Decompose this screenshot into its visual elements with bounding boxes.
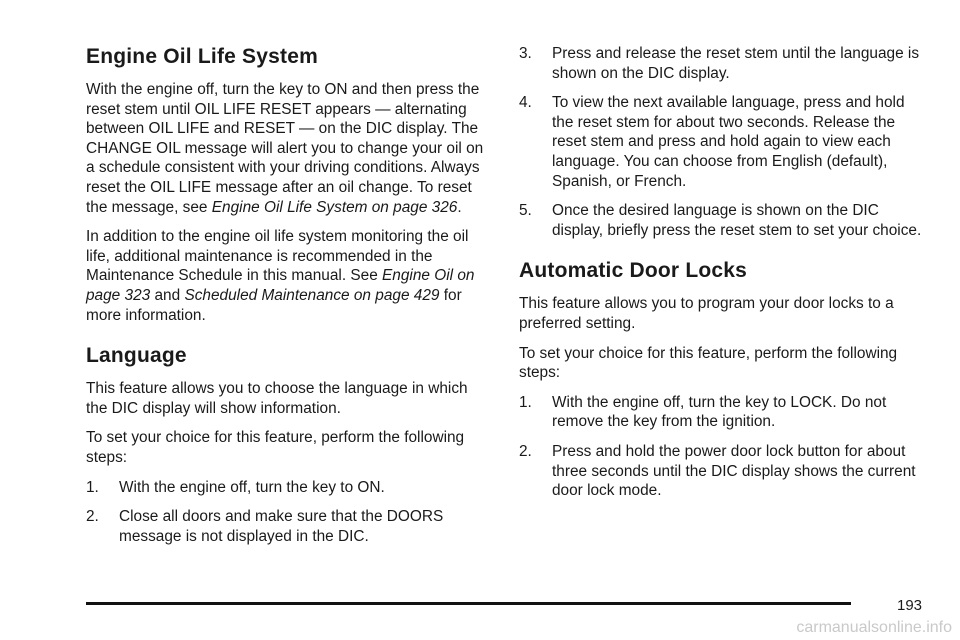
step-text: With the engine off, turn the key to LOCK. Do not remove the key from the ignition. xyxy=(552,393,887,431)
watermark: carmanualsonline.info xyxy=(796,619,952,636)
list-item xyxy=(86,507,491,546)
link-engine-oil[interactable]: Engine Oil on page 323 xyxy=(86,267,475,304)
punctuation: . xyxy=(457,198,462,216)
step-number: 2. xyxy=(86,508,99,526)
paragraph-door-locks-steps-intro: To set your choice for this feature, perform the following steps: xyxy=(519,344,898,382)
right-column xyxy=(519,44,929,511)
heading-language: Language xyxy=(86,344,187,368)
step-number: 1. xyxy=(86,478,99,496)
step-text: Press and hold the power door lock button for about three seconds until the DIC display shows the current door lock mode. xyxy=(552,442,916,500)
paragraph-text: With the engine off, turn the key to ON and then press the reset stem until OIL LIFE RESET appears — alternating between OIL LIFE and RESET — on the DIC display. The CHANGE OIL message will alert you to change your oil on a schedule consistent with your driving conditions. Always reset the OIL LIFE message after an oil change. To reset the message, see xyxy=(86,81,484,216)
paragraph-language-steps-intro: To set your choice for this feature, perform the following steps: xyxy=(86,429,465,466)
paragraph-oil-life-reset xyxy=(86,80,491,217)
paragraph-door-locks-intro: This feature allows you to program your door locks to a preferred setting. xyxy=(519,295,894,332)
link-engine-oil-life-system[interactable]: Engine Oil Life System on page 326 xyxy=(211,198,458,216)
list-item xyxy=(519,93,929,191)
page-number: 193 xyxy=(897,597,923,614)
step-number: 3. xyxy=(519,45,532,62)
conjunction: and xyxy=(154,286,181,304)
left-column xyxy=(86,44,491,556)
step-text: To view the next available language, press and hold the reset stem for about two seconds. Release the reset stem and press and hold again to view each language. You can choose from English (default), Spanish, or French. xyxy=(552,94,905,190)
step-number: 5. xyxy=(519,202,532,220)
list-item xyxy=(86,478,491,498)
list-item xyxy=(519,442,929,501)
link-scheduled-maintenance[interactable]: Scheduled Maintenance on page 429 xyxy=(184,286,440,304)
paragraph-maintenance xyxy=(86,227,491,325)
heading-automatic-door-locks: Automatic Door Locks xyxy=(519,259,748,283)
language-steps-list xyxy=(86,478,491,547)
door-lock-steps-list xyxy=(519,393,929,501)
paragraph-end: for more information. xyxy=(86,286,462,324)
list-item xyxy=(519,44,929,83)
paragraph-text: In addition to the engine oil life system monitoring the oil life, additional maintenance is recommended in the Maintenance Schedule in this manual. See xyxy=(86,228,469,285)
step-text: Once the desired language is shown on the DIC display, briefly press the reset stem to set your choice. xyxy=(552,202,922,239)
step-number: 1. xyxy=(519,393,532,411)
footer-rule xyxy=(86,602,851,605)
step-text: With the engine off, turn the key to ON. xyxy=(119,478,385,496)
heading-engine-oil-life-system: Engine Oil Life System xyxy=(86,45,318,68)
paragraph-language-intro: This feature allows you to choose the language in which the DIC display will show information. xyxy=(86,380,468,417)
list-item xyxy=(519,201,929,240)
language-steps-list-continued xyxy=(519,44,929,240)
step-number: 4. xyxy=(519,94,532,112)
step-text: Close all doors and make sure that the DOORS message is not displayed in the DIC. xyxy=(119,508,444,545)
step-text: Press and release the reset stem until the language is shown on the DIC display. xyxy=(552,45,920,82)
step-number: 2. xyxy=(519,442,532,460)
list-item xyxy=(519,393,929,432)
